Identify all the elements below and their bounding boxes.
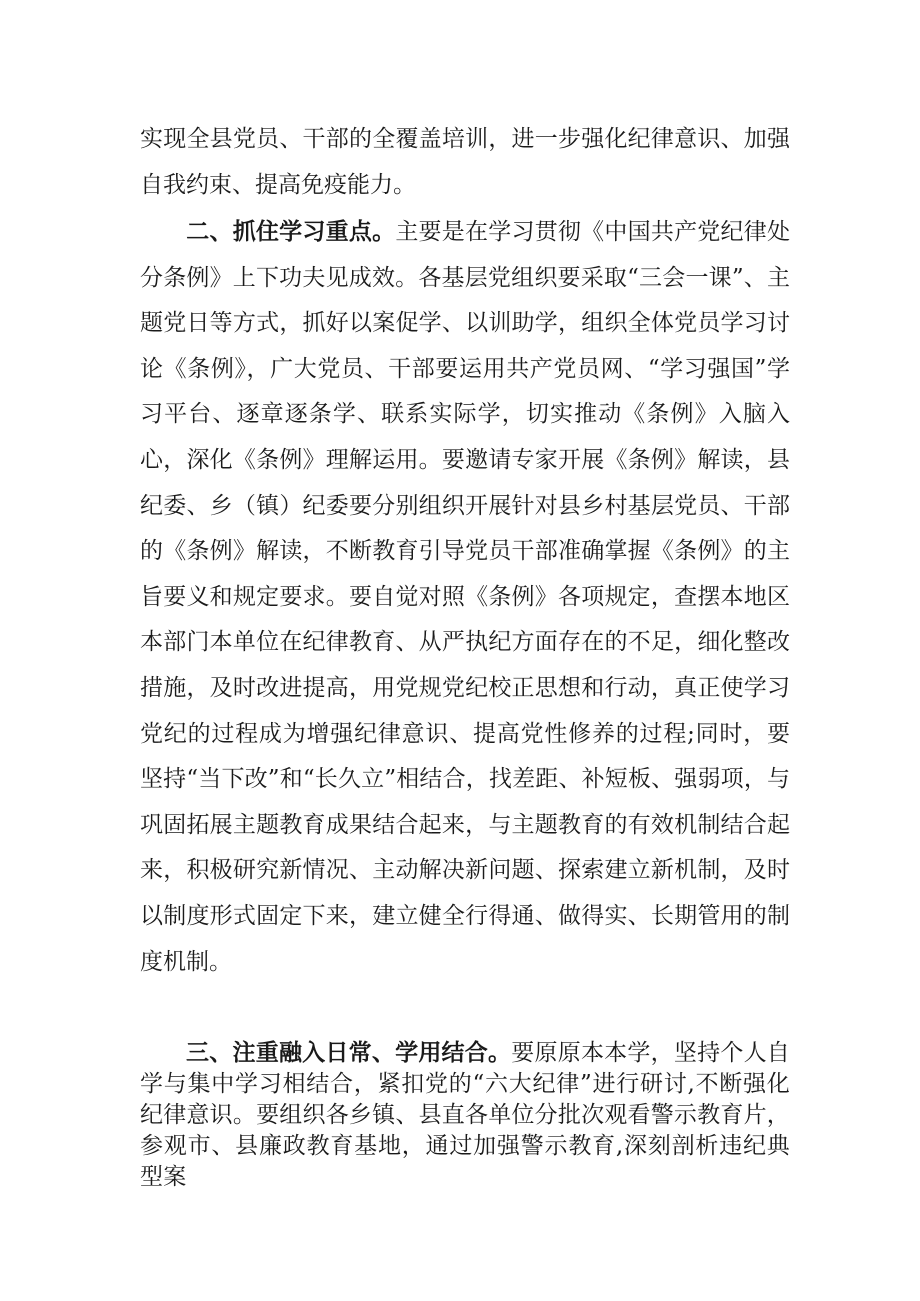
paragraph-section-3 (140, 1037, 790, 1193)
paragraph-text: 要原原本本学，坚持个人自学与集中学习相结合，紧扣党的“六大纪律”进行研讨,不断强化纪律意识。要组织各乡镇、县直各单位分批次观看警示教育片，参观市、县廉政教育基地，通过加强警示教育,深刻剖析违纪典型案 (140, 1040, 790, 1190)
section-heading: 二、抓住学习重点。 (186, 218, 396, 245)
paragraph-text: 实现全县党员、干部的全覆盖培训，进一步强化纪律意识、加强自我约束、提高免疫能力。 (140, 126, 790, 198)
paragraph-section-2 (140, 209, 790, 985)
section-heading: 三、注重融入日常、学用结合。 (186, 1039, 512, 1066)
paragraph-text: 主要是在学习贯彻《中国共产党纪律处分条例》上下功夫见成效。各基层党组织要采取“三会一课”、主题党日等方式，抓好以案促学、以训助学，组织全体党员学习讨论《条例》，广大党员、干部要运用共产党员网、“学习强国”学习平台、逐章逐条学、联系实际学，切实推动《条例》入脑入心，深化《条例》理解运用。要邀请专家开展《条例》解读，县纪委、乡（镇）纪委要分别组织开展针对县乡村基层党员、干部的《条例》解读，不断教育引导党员干部准确掌握《条例》的主旨要义和规定要求。要自觉对照《条例》各项规定，查摆本地区本部门本单位在纪律教育、从严执纪方面存在的不足，细化整改措施，及时改进提高，用党规党纪校正思想和行动，真正使学习党纪的过程成为增强纪律意识、提高党性修养的过程;同时，要坚持“当下改”和“长久立”相结合，找差距、补短板、强弱项，与巩固拓展主题教育成果结合起来，与主题教育的有效机制结合起来，积极研究新情况、主动解决新问题、探索建立新机制，及时以制度形式固定下来，建立健全行得通、做得实、长期管用的制度机制。 (140, 219, 791, 975)
paragraph-continuation (140, 116, 790, 208)
